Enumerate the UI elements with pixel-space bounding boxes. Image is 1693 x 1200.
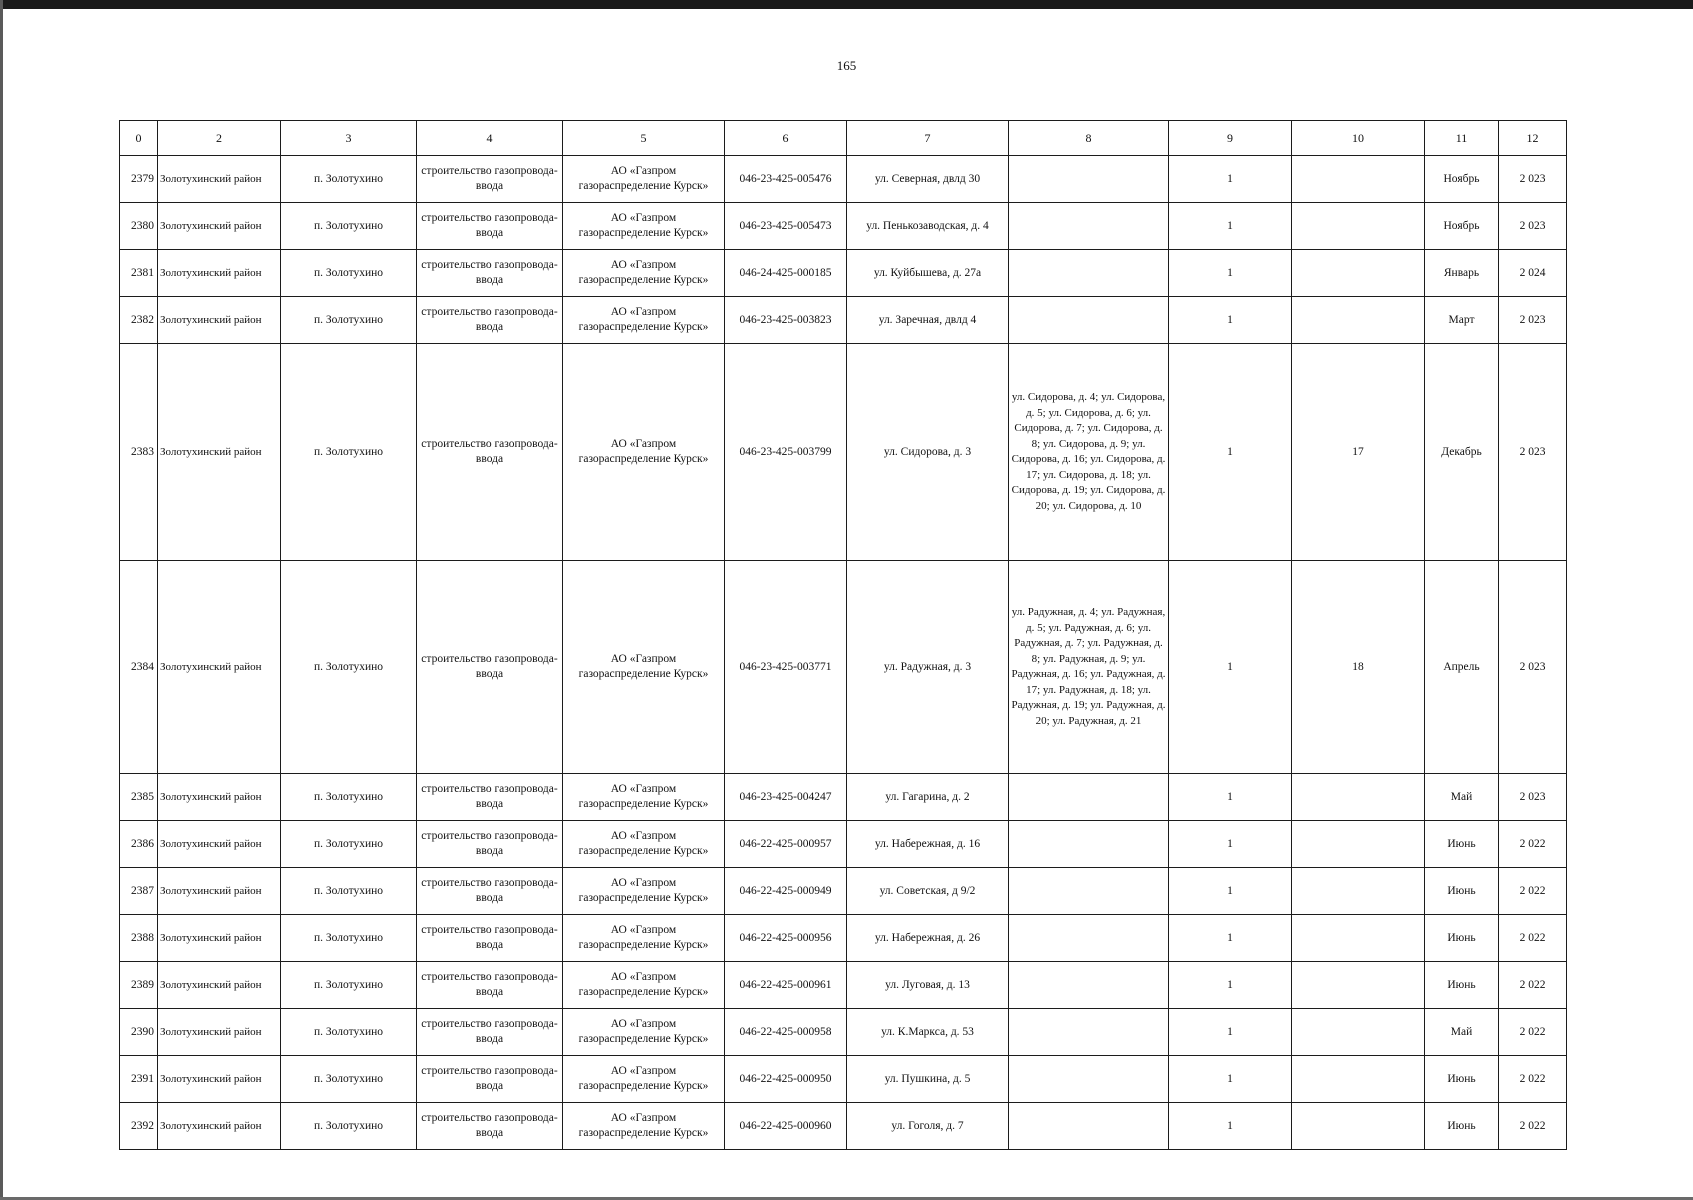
address-cell: ул. Гагарина, д. 2 (847, 774, 1009, 821)
work-type-cell: строительство газопровода-ввода (417, 915, 563, 962)
organization-cell: АО «Газпром газораспределение Курск» (563, 1056, 725, 1103)
work-type-cell: строительство газопровода-ввода (417, 962, 563, 1009)
month-cell: Май (1425, 774, 1499, 821)
code-cell: 046-22-425-000957 (725, 821, 847, 868)
houses-cell (1292, 1009, 1425, 1056)
month-cell: Апрель (1425, 561, 1499, 774)
organization-cell: АО «Газпром газораспределение Курск» (563, 561, 725, 774)
organization-cell: АО «Газпром газораспределение Курск» (563, 821, 725, 868)
count-cell: 1 (1169, 156, 1292, 203)
district-cell: Золотухинский район (158, 344, 281, 561)
connected-addresses-cell: ул. Сидорова, д. 4; ул. Сидорова, д. 5; ул. Сидорова, д. 6; ул. Сидорова, д. 7; ул. Сидорова, д. 8; ул. Сидорова, д. 9; ул. Сидорова, д. 16; ул. Сидорова, д. 17; ул. Сидорова, д. 18; ул. Сидорова, д. 19; ул. Сидорова, д. 20; ул. Сидорова, д. 10 (1009, 344, 1169, 561)
row-number: 2386 (120, 821, 158, 868)
month-cell: Ноябрь (1425, 203, 1499, 250)
row-number: 2382 (120, 297, 158, 344)
work-type-cell: строительство газопровода-ввода (417, 250, 563, 297)
work-type-cell: строительство газопровода-ввода (417, 156, 563, 203)
year-cell: 2 022 (1499, 1056, 1567, 1103)
year-cell: 2 023 (1499, 561, 1567, 774)
row-number: 2392 (120, 1103, 158, 1150)
month-cell: Июнь (1425, 1103, 1499, 1150)
table-row (120, 821, 1567, 868)
address-cell: ул. Пенькозаводская, д. 4 (847, 203, 1009, 250)
month-cell: Март (1425, 297, 1499, 344)
code-cell: 046-22-425-000960 (725, 1103, 847, 1150)
month-cell: Май (1425, 1009, 1499, 1056)
settlement-cell: п. Золотухино (281, 344, 417, 561)
district-cell: Золотухинский район (158, 1103, 281, 1150)
district-cell: Золотухинский район (158, 774, 281, 821)
header-cell: 2 (158, 121, 281, 156)
header-cell: 0 (120, 121, 158, 156)
connected-addresses-cell (1009, 297, 1169, 344)
header-cell: 8 (1009, 121, 1169, 156)
count-cell: 1 (1169, 561, 1292, 774)
houses-cell (1292, 774, 1425, 821)
code-cell: 046-23-425-005473 (725, 203, 847, 250)
year-cell: 2 023 (1499, 203, 1567, 250)
month-cell: Июнь (1425, 1056, 1499, 1103)
district-cell: Золотухинский район (158, 1009, 281, 1056)
year-cell: 2 022 (1499, 821, 1567, 868)
district-cell: Золотухинский район (158, 915, 281, 962)
organization-cell: АО «Газпром газораспределение Курск» (563, 344, 725, 561)
table-row (120, 297, 1567, 344)
houses-cell (1292, 1103, 1425, 1150)
header-cell: 7 (847, 121, 1009, 156)
work-type-cell: строительство газопровода-ввода (417, 1009, 563, 1056)
month-cell: Июнь (1425, 821, 1499, 868)
header-cell: 5 (563, 121, 725, 156)
connected-addresses-cell (1009, 774, 1169, 821)
houses-cell (1292, 1056, 1425, 1103)
district-cell: Золотухинский район (158, 561, 281, 774)
address-cell: ул. Радужная, д. 3 (847, 561, 1009, 774)
count-cell: 1 (1169, 868, 1292, 915)
connected-addresses-cell (1009, 821, 1169, 868)
month-cell: Июнь (1425, 868, 1499, 915)
district-cell: Золотухинский район (158, 250, 281, 297)
connected-addresses-cell: ул. Радужная, д. 4; ул. Радужная, д. 5; ул. Радужная, д. 6; ул. Радужная, д. 7; ул. Радужная, д. 8; ул. Радужная, д. 9; ул. Радужная, д. 16; ул. Радужная, д. 17; ул. Радужная, д. 18; ул. Радужная, д. 19; ул. Радужная, д. 20; ул. Радужная, д. 21 (1009, 561, 1169, 774)
month-cell: Январь (1425, 250, 1499, 297)
district-cell: Золотухинский район (158, 203, 281, 250)
row-number: 2390 (120, 1009, 158, 1056)
connected-addresses-cell (1009, 1009, 1169, 1056)
count-cell: 1 (1169, 1056, 1292, 1103)
code-cell: 046-22-425-000958 (725, 1009, 847, 1056)
settlement-cell: п. Золотухино (281, 156, 417, 203)
district-cell: Золотухинский район (158, 1056, 281, 1103)
row-number: 2391 (120, 1056, 158, 1103)
connected-addresses-cell (1009, 1103, 1169, 1150)
settlement-cell: п. Золотухино (281, 561, 417, 774)
header-cell: 9 (1169, 121, 1292, 156)
houses-cell: 18 (1292, 561, 1425, 774)
month-cell: Декабрь (1425, 344, 1499, 561)
table-row (120, 156, 1567, 203)
table-row (120, 203, 1567, 250)
organization-cell: АО «Газпром газораспределение Курск» (563, 156, 725, 203)
work-type-cell: строительство газопровода-ввода (417, 1103, 563, 1150)
houses-cell (1292, 915, 1425, 962)
code-cell: 046-23-425-003799 (725, 344, 847, 561)
header-row (120, 121, 1567, 156)
organization-cell: АО «Газпром газораспределение Курск» (563, 915, 725, 962)
connected-addresses-cell (1009, 962, 1169, 1009)
table-row (120, 250, 1567, 297)
count-cell: 1 (1169, 203, 1292, 250)
settlement-cell: п. Золотухино (281, 962, 417, 1009)
table-row (120, 962, 1567, 1009)
connected-addresses-cell (1009, 250, 1169, 297)
work-type-cell: строительство газопровода-ввода (417, 297, 563, 344)
district-cell: Золотухинский район (158, 868, 281, 915)
year-cell: 2 023 (1499, 297, 1567, 344)
header-cell: 6 (725, 121, 847, 156)
district-cell: Золотухинский район (158, 297, 281, 344)
table-row (120, 774, 1567, 821)
settlement-cell: п. Золотухино (281, 821, 417, 868)
header-cell: 12 (1499, 121, 1567, 156)
address-cell: ул. Набережная, д. 26 (847, 915, 1009, 962)
connected-addresses-cell (1009, 203, 1169, 250)
organization-cell: АО «Газпром газораспределение Курск» (563, 962, 725, 1009)
work-type-cell: строительство газопровода-ввода (417, 868, 563, 915)
district-cell: Золотухинский район (158, 156, 281, 203)
settlement-cell: п. Золотухино (281, 915, 417, 962)
table-row (120, 1056, 1567, 1103)
address-cell: ул. Советская, д 9/2 (847, 868, 1009, 915)
code-cell: 046-23-425-005476 (725, 156, 847, 203)
organization-cell: АО «Газпром газораспределение Курск» (563, 1009, 725, 1056)
organization-cell: АО «Газпром газораспределение Курск» (563, 297, 725, 344)
work-type-cell: строительство газопровода-ввода (417, 774, 563, 821)
header-cell: 3 (281, 121, 417, 156)
address-cell: ул. Северная, двлд 30 (847, 156, 1009, 203)
scan-left-edge (0, 0, 3, 1200)
table-row (120, 561, 1567, 774)
row-number: 2380 (120, 203, 158, 250)
organization-cell: АО «Газпром газораспределение Курск» (563, 1103, 725, 1150)
code-cell: 046-22-425-000956 (725, 915, 847, 962)
header-cell: 10 (1292, 121, 1425, 156)
organization-cell: АО «Газпром газораспределение Курск» (563, 250, 725, 297)
year-cell: 2 022 (1499, 868, 1567, 915)
count-cell: 1 (1169, 1103, 1292, 1150)
header-cell: 11 (1425, 121, 1499, 156)
code-cell: 046-22-425-000949 (725, 868, 847, 915)
address-cell: ул. Гоголя, д. 7 (847, 1103, 1009, 1150)
year-cell: 2 024 (1499, 250, 1567, 297)
connected-addresses-cell (1009, 868, 1169, 915)
month-cell: Июнь (1425, 962, 1499, 1009)
organization-cell: АО «Газпром газораспределение Курск» (563, 868, 725, 915)
houses-cell (1292, 203, 1425, 250)
count-cell: 1 (1169, 821, 1292, 868)
row-number: 2385 (120, 774, 158, 821)
code-cell: 046-23-425-003771 (725, 561, 847, 774)
work-type-cell: строительство газопровода-ввода (417, 561, 563, 774)
settlement-cell: п. Золотухино (281, 203, 417, 250)
count-cell: 1 (1169, 344, 1292, 561)
scan-top-edge (0, 0, 1693, 9)
code-cell: 046-22-425-000950 (725, 1056, 847, 1103)
year-cell: 2 022 (1499, 1009, 1567, 1056)
year-cell: 2 022 (1499, 962, 1567, 1009)
count-cell: 1 (1169, 1009, 1292, 1056)
work-type-cell: строительство газопровода-ввода (417, 344, 563, 561)
address-cell: ул. Сидорова, д. 3 (847, 344, 1009, 561)
count-cell: 1 (1169, 962, 1292, 1009)
address-cell: ул. Заречная, двлд 4 (847, 297, 1009, 344)
address-cell: ул. Луговая, д. 13 (847, 962, 1009, 1009)
district-cell: Золотухинский район (158, 962, 281, 1009)
settlement-cell: п. Золотухино (281, 1103, 417, 1150)
settlement-cell: п. Золотухино (281, 1009, 417, 1056)
row-number: 2384 (120, 561, 158, 774)
table-row (120, 344, 1567, 561)
organization-cell: АО «Газпром газораспределение Курск» (563, 203, 725, 250)
count-cell: 1 (1169, 250, 1292, 297)
page-number: 165 (836, 58, 857, 73)
connected-addresses-cell (1009, 1056, 1169, 1103)
address-cell: ул. К.Маркса, д. 53 (847, 1009, 1009, 1056)
count-cell: 1 (1169, 774, 1292, 821)
address-cell: ул. Куйбышева, д. 27а (847, 250, 1009, 297)
table-row (120, 1103, 1567, 1150)
houses-cell (1292, 962, 1425, 1009)
work-type-cell: строительство газопровода-ввода (417, 1056, 563, 1103)
code-cell: 046-24-425-000185 (725, 250, 847, 297)
row-number: 2379 (120, 156, 158, 203)
row-number: 2387 (120, 868, 158, 915)
table-row (120, 868, 1567, 915)
header-cell: 4 (417, 121, 563, 156)
houses-cell (1292, 297, 1425, 344)
houses-cell (1292, 868, 1425, 915)
address-cell: ул. Набережная, д. 16 (847, 821, 1009, 868)
code-cell: 046-23-425-004247 (725, 774, 847, 821)
count-cell: 1 (1169, 297, 1292, 344)
work-type-cell: строительство газопровода-ввода (417, 821, 563, 868)
settlement-cell: п. Золотухино (281, 774, 417, 821)
year-cell: 2 023 (1499, 774, 1567, 821)
connected-addresses-cell (1009, 156, 1169, 203)
table-row (120, 915, 1567, 962)
year-cell: 2 022 (1499, 915, 1567, 962)
district-cell: Золотухинский район (158, 821, 281, 868)
settlement-cell: п. Золотухино (281, 297, 417, 344)
code-cell: 046-23-425-003823 (725, 297, 847, 344)
address-cell: ул. Пушкина, д. 5 (847, 1056, 1009, 1103)
table-row (120, 1009, 1567, 1056)
row-number: 2388 (120, 915, 158, 962)
houses-cell: 17 (1292, 344, 1425, 561)
settlement-cell: п. Золотухино (281, 250, 417, 297)
houses-cell (1292, 821, 1425, 868)
month-cell: Ноябрь (1425, 156, 1499, 203)
settlement-cell: п. Золотухино (281, 1056, 417, 1103)
row-number: 2389 (120, 962, 158, 1009)
houses-cell (1292, 156, 1425, 203)
settlement-cell: п. Золотухино (281, 868, 417, 915)
connected-addresses-cell (1009, 915, 1169, 962)
year-cell: 2 023 (1499, 156, 1567, 203)
houses-cell (1292, 250, 1425, 297)
work-type-cell: строительство газопровода-ввода (417, 203, 563, 250)
count-cell: 1 (1169, 915, 1292, 962)
row-number: 2383 (120, 344, 158, 561)
row-number: 2381 (120, 250, 158, 297)
organization-cell: АО «Газпром газораспределение Курск» (563, 774, 725, 821)
year-cell: 2 023 (1499, 344, 1567, 561)
month-cell: Июнь (1425, 915, 1499, 962)
gasification-table (119, 120, 1567, 1150)
code-cell: 046-22-425-000961 (725, 962, 847, 1009)
year-cell: 2 022 (1499, 1103, 1567, 1150)
